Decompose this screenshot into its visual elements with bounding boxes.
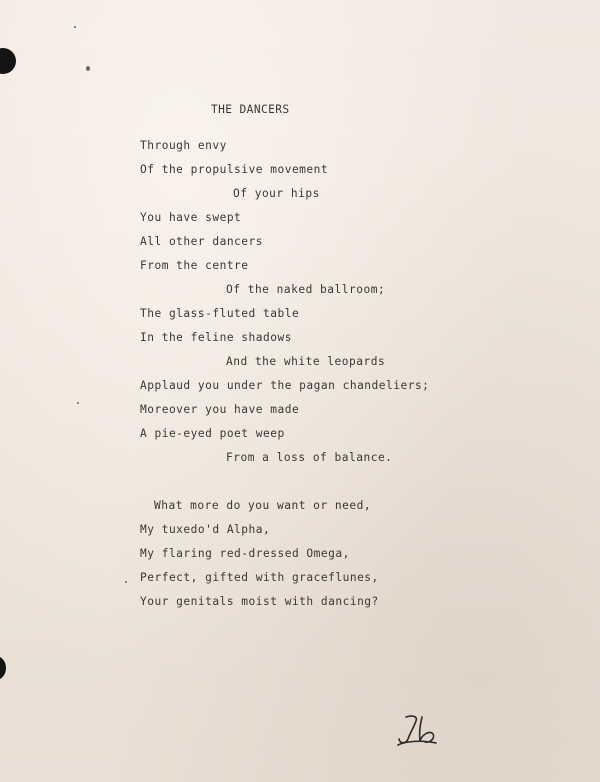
poem-line: What more do you want or need, bbox=[154, 499, 372, 512]
poem-line: And the white leopards bbox=[226, 355, 386, 368]
poem-line: Perfect, gifted with graceflunes, bbox=[140, 571, 379, 584]
poem-line: All other dancers bbox=[140, 235, 264, 248]
punch-hole-top bbox=[0, 48, 16, 74]
poem-line: Of your hips bbox=[233, 187, 320, 200]
poem-line: Moreover you have made bbox=[140, 403, 300, 416]
poem-line: You have swept bbox=[140, 211, 242, 224]
poem-line: From the centre bbox=[140, 259, 249, 272]
poem-line: In the feline shadows bbox=[140, 331, 292, 344]
punch-hole-bottom bbox=[0, 656, 6, 680]
poem-line: Of the propulsive movement bbox=[140, 163, 329, 176]
poem-line: Through envy bbox=[140, 139, 227, 152]
paper-speck bbox=[77, 402, 79, 404]
poem-line: My tuxedo'd Alpha, bbox=[140, 523, 271, 536]
paper-speck bbox=[74, 26, 76, 28]
paper-speck bbox=[125, 581, 127, 583]
poem-title: THE DANCERS bbox=[211, 103, 290, 116]
paper-speck bbox=[86, 66, 90, 71]
poem-line: From a loss of balance. bbox=[226, 451, 393, 464]
poem-line: Of the naked ballroom; bbox=[226, 283, 386, 296]
poem-line: My flaring red-dressed Omega, bbox=[140, 547, 350, 560]
poem-line: A pie-eyed poet weep bbox=[140, 427, 285, 440]
poem-line: Your genitals moist with dancing? bbox=[140, 595, 379, 608]
handwritten-initials bbox=[392, 713, 440, 749]
poem-line: The glass-fluted table bbox=[140, 307, 300, 320]
poem-line: Applaud you under the pagan chandeliers; bbox=[140, 379, 430, 392]
